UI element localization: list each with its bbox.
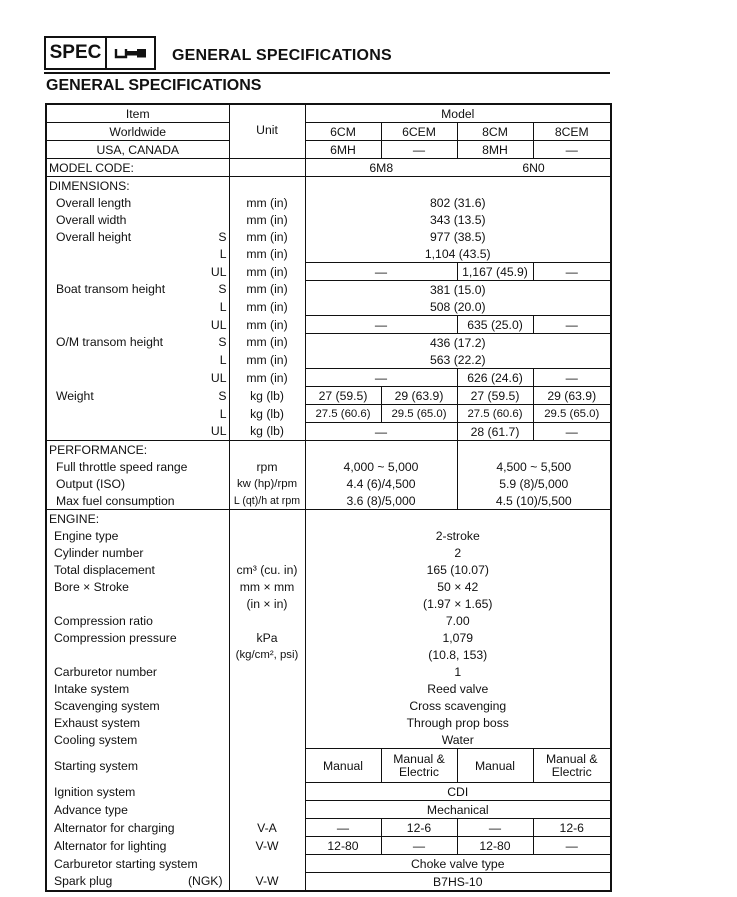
empty-cell [229,544,305,561]
exhaust-row [46,714,611,731]
compression-pressure-psi-row [46,646,611,663]
weight-l-6cm: 27.5 (60.6) [305,405,381,423]
starting-8cem: Manual & Electric [533,749,611,783]
fuel-8: 4.5 (10)/5,500 [495,493,572,508]
cooling-row [46,731,611,749]
om-transom-ul-row [46,369,611,387]
bore-in-row [46,595,611,612]
boat-transom-ul-row [46,316,611,334]
item-header: Item [46,104,229,123]
overall-width-unit: mm (in) [229,211,305,228]
weight-l-unit: kg (lb) [229,405,305,423]
om-transom-ul-8cm: 626 (24.6) [457,369,533,387]
intake-value: Reed valve [427,681,489,696]
boat-transom-l-suffix: L [46,298,229,316]
alt-lighting-label: Alternator for lighting [46,837,229,855]
om-transom-l-row [46,351,611,369]
spec-badge [44,36,156,70]
compression-ratio-value: 7.00 [445,613,470,628]
page-header [44,36,610,74]
fuel-label: Max fuel consumption [46,492,229,510]
boat-transom-l-unit: mm (in) [229,298,305,316]
om-transom-ul-8cem: — [533,369,611,387]
empty-cell [229,731,305,749]
om-transom-s-value: 436 (17.2) [429,335,486,350]
om-transom-l-value: 563 (22.2) [305,351,611,369]
boat-transom-label: Boat transom height [56,282,166,297]
om-transom-s-row [46,334,611,352]
compression-ratio-label: Compression ratio [46,612,229,629]
model-code-8: 6N0 [457,159,611,177]
spark-plug-unit: V-W [229,873,305,892]
bore-row [46,578,611,595]
usa-label: USA, CANADA [46,141,229,159]
carb-number-label: Carburetor number [46,663,229,680]
overall-height-ul-unit: mm (in) [229,263,305,281]
cooling-label: Cooling system [46,731,229,749]
boat-transom-s-row [46,281,611,299]
speed-range-unit: rpm [229,458,305,475]
fuel-6: 3.6 (8)/5,000 [305,492,457,510]
weight-l-suffix: L [46,405,229,423]
carb-number-row [46,663,611,680]
overall-length-label: Overall length [46,194,229,211]
ignition-row [46,783,611,801]
empty-cell [229,510,305,528]
boat-transom-s-unit: mm (in) [229,281,305,299]
alt-lighting-8cem: — [533,837,611,855]
overall-width-label: Overall width [46,211,229,228]
om-transom-ul-6: — [305,369,457,387]
om-transom-ul-unit: mm (in) [229,369,305,387]
cylinders-row [46,544,611,561]
overall-width-row [46,211,611,228]
empty-cell [229,177,305,195]
starting-row [46,749,611,783]
overall-height-l-value: 1,104 (43.5) [305,245,611,263]
model-code-6: 6M8 [305,159,457,177]
boat-transom-ul-suffix: UL [46,316,229,334]
boat-transom-cell [46,281,229,299]
advance-row [46,801,611,819]
spark-plug-value: B7HS-10 [433,874,483,889]
carb-start-row [46,855,611,873]
overall-height-l-unit: mm (in) [229,245,305,263]
engine-type-value: 2-stroke [435,528,480,543]
exhaust-value: Through prop boss [406,715,509,730]
speed-range-row [46,458,611,475]
alt-charging-row [46,819,611,837]
alt-lighting-6cm: 12-80 [305,837,381,855]
empty-cell [229,612,305,629]
model-6cem: 6CEM [381,123,457,141]
overall-height-s-value: 977 (38.5) [429,229,486,244]
intake-row [46,680,611,697]
engine-label: ENGINE: [46,510,229,528]
displacement-label: Total displacement [46,561,229,578]
starting-label: Starting system [46,749,229,783]
worldwide-label: Worldwide [46,123,229,141]
empty-cell [229,680,305,697]
overall-height-ul-suffix: UL [46,263,229,281]
overall-height-s-row [46,228,611,245]
weight-cell [46,387,229,405]
weight-l-row [46,405,611,423]
micrometer-icon [107,38,154,68]
overall-length-unit: mm (in) [229,194,305,211]
ignition-value: CDI [305,783,611,801]
compression-pressure-unit: kPa [229,629,305,646]
empty-cell [229,855,305,873]
bore-value: 50 × 42 [437,579,479,594]
empty-cell [229,663,305,680]
carb-start-label: Carburetor starting system [46,855,229,873]
weight-label: Weight [56,388,94,403]
weight-s-suffix: S [218,388,227,403]
engine-heading-row [46,510,611,528]
empty-cell [229,441,305,459]
compression-pressure-row [46,629,611,646]
bore-unit: mm × mm [229,578,305,595]
weight-ul-suffix: UL [46,423,229,441]
unit-header-cell [229,104,305,159]
compression-pressure-value2: (10.8, 153) [428,647,488,662]
starting-6cm: Manual [305,749,381,783]
dimensions-heading-row [46,177,611,195]
model-8cm: 8CM [457,123,533,141]
model-header: Model [305,104,611,123]
empty-cell [229,783,305,801]
weight-ul-row [46,423,611,441]
alt-charging-8cem: 12-6 [533,819,611,837]
weight-ul-8cem: — [565,424,578,439]
carb-number-value: 1 [454,664,462,679]
om-transom-ul-suffix: UL [46,369,229,387]
om-transom-label: O/M transom height [56,335,164,350]
om-transom-s-unit: mm (in) [229,334,305,352]
empty-cell [229,697,305,714]
starting-8cm: Manual [457,749,533,783]
overall-height-l-suffix: L [46,245,229,263]
empty-cell [457,441,611,459]
spark-plug-cell [46,873,229,892]
scavenging-value: Cross scavenging [409,698,507,713]
model-code-row [46,159,611,177]
om-transom-cell [46,334,229,352]
overall-width-value: 343 (13.5) [429,212,486,227]
overall-height-ul-8cem: — [533,263,611,281]
usa-model-1: 6MH [305,141,381,159]
cooling-value: Water [305,731,611,749]
compression-ratio-row [46,612,611,629]
empty-cell [305,510,611,528]
boat-transom-l-value: 508 (20.0) [305,298,611,316]
overall-height-cell [46,228,229,245]
output-label: Output (ISO) [46,475,229,492]
spec-table [45,103,612,892]
displacement-value: 165 (10.07) [426,562,489,577]
weight-ul-8cm: 28 (61.7) [457,423,533,441]
empty-cell [46,646,229,663]
speed-range-6: 4,000 ~ 5,000 [305,458,457,475]
compression-pressure-label: Compression pressure [46,629,229,646]
unit-header: Unit [256,123,278,137]
weight-s-8cm: 27 (59.5) [457,387,533,405]
empty-cell [46,595,229,612]
model-8cem: 8CEM [533,123,611,141]
output-row [46,475,611,492]
scavenging-label: Scavenging system [46,697,229,714]
spec-badge-label: SPEC [46,38,107,68]
alt-lighting-row [46,837,611,855]
compression-pressure-unit2: (kg/cm², psi) [229,646,305,663]
weight-s-row [46,387,611,405]
speed-range-8: 4,500 ~ 5,500 [496,459,572,474]
weight-l-8cem: 29.5 (65.0) [533,405,611,423]
empty-cell [229,749,305,783]
compression-pressure-value: 1,079 [442,630,473,645]
empty-cell [305,177,611,195]
displacement-row [46,561,611,578]
weight-l-8cm: 27.5 (60.6) [457,405,533,423]
output-6: 4.4 (6)/4,500 [305,475,457,492]
weight-s-6cm: 27 (59.5) [305,387,381,405]
bore-unit2: (in × in) [229,595,305,612]
carb-start-value: Choke valve type [305,855,611,873]
boat-transom-l-row [46,298,611,316]
empty-cell [229,714,305,731]
worldwide-row [46,123,611,141]
boat-transom-ul-unit: mm (in) [229,316,305,334]
weight-s-6cem: 29 (63.9) [381,387,457,405]
usa-model-2: — [381,141,457,159]
alt-charging-6cm: — [305,819,381,837]
weight-l-6cem: 29.5 (65.0) [381,405,457,423]
overall-height-ul-row [46,263,611,281]
spark-plug-suffix: (NGK) [187,874,223,889]
model-6cm: 6CM [305,123,381,141]
usa-model-4: — [565,142,578,157]
output-8: 5.9 (8)/5,000 [499,476,569,491]
empty-cell [229,527,305,544]
empty-cell [305,441,457,459]
displacement-unit: cm³ (cu. in) [229,561,305,578]
alt-charging-unit: V-A [229,819,305,837]
header-title: GENERAL SPECIFICATIONS [172,47,392,64]
overall-height-label: Overall height [56,229,132,244]
empty-cell [229,159,305,177]
scavenging-row [46,697,611,714]
alt-charging-8cm: — [457,819,533,837]
overall-length-row [46,194,611,211]
overall-length-value: 802 (31.6) [429,195,486,210]
output-unit: kw (hp)/rpm [229,475,305,492]
bore-value2: (1.97 × 1.65) [423,596,493,611]
alt-lighting-6cem: — [381,837,457,855]
model-code-label: MODEL CODE: [46,159,229,177]
fuel-unit: L (qt)/h at rpm [229,492,305,510]
bore-label: Bore × Stroke [46,578,229,595]
overall-height-l-row [46,245,611,263]
boat-transom-s-value: 381 (15.0) [429,282,486,297]
boat-transom-ul-8cem: — [533,316,611,334]
performance-label: PERFORMANCE: [46,441,229,459]
empty-cell [229,801,305,819]
alt-charging-6cem: 12-6 [381,819,457,837]
boat-transom-s-suffix: S [218,282,227,297]
ignition-label: Ignition system [46,783,229,801]
performance-heading-row [46,441,611,459]
fuel-row [46,492,611,510]
section-title: GENERAL SPECIFICATIONS [46,77,262,94]
engine-type-row [46,527,611,544]
om-transom-s-suffix: S [218,335,227,350]
cylinders-label: Cylinder number [46,544,229,561]
overall-height-s-suffix: S [218,229,227,244]
speed-range-label: Full throttle speed range [46,458,229,475]
om-transom-l-unit: mm (in) [229,351,305,369]
alt-lighting-unit: V-W [229,837,305,855]
usa-row [46,141,611,159]
intake-label: Intake system [46,680,229,697]
om-transom-l-suffix: L [46,351,229,369]
spark-plug-row [46,873,611,892]
alt-charging-label: Alternator for charging [46,819,229,837]
boat-transom-ul-8cm: 635 (25.0) [457,316,533,334]
advance-label: Advance type [46,801,229,819]
overall-height-ul-8cm: 1,167 (45.9) [457,263,533,281]
overall-height-ul-6: — [305,263,457,281]
overall-height-s-unit: mm (in) [229,228,305,245]
usa-model-3: 8MH [457,141,533,159]
spark-plug-label: Spark plug [54,874,113,889]
exhaust-label: Exhaust system [46,714,229,731]
alt-lighting-8cm: 12-80 [457,837,533,855]
cylinders-value: 2 [454,545,462,560]
table-header-row [46,104,611,123]
engine-type-label: Engine type [46,527,229,544]
boat-transom-ul-6: — [305,316,457,334]
weight-ul-unit: kg (lb) [229,423,305,441]
weight-s-8cem: 29 (63.9) [533,387,611,405]
weight-s-unit: kg (lb) [229,387,305,405]
advance-value: Mechanical [305,801,611,819]
weight-ul-6: — [305,423,457,441]
starting-6cem: Manual & Electric [381,749,457,783]
dimensions-label: DIMENSIONS: [46,177,229,195]
